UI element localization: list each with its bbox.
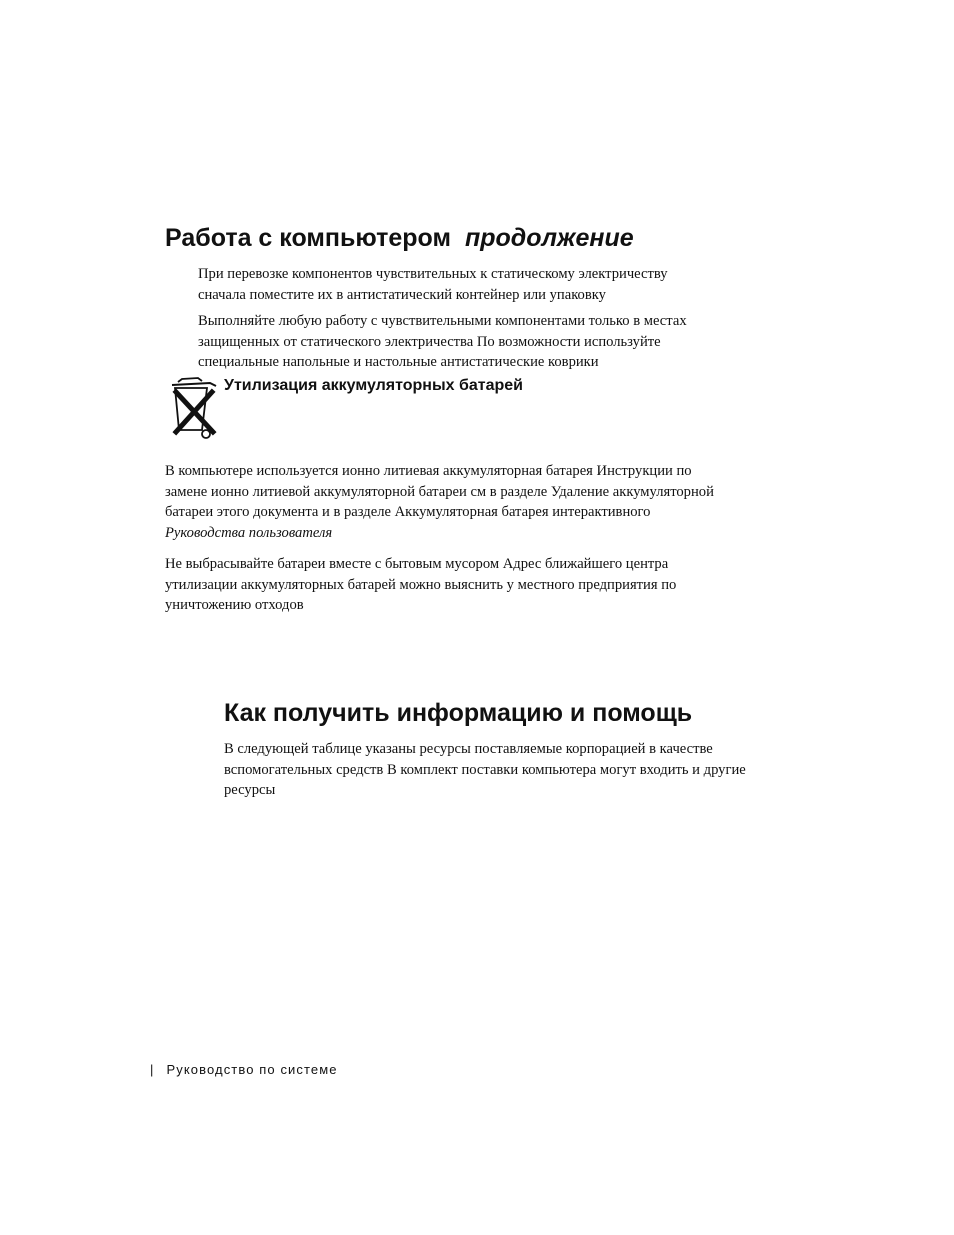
- paragraph-line: ресурсы: [224, 782, 276, 798]
- section-title: [165, 224, 634, 253]
- paragraph-line: специальные напольные и настольные антистатические коврики: [198, 354, 599, 370]
- paragraph-line: уничтожению отходов: [165, 597, 304, 613]
- paragraph-line: В компьютере используется ионно литиевая аккумуляторная батарея Инструкции по: [165, 463, 692, 479]
- help-section-title: Как получить информацию и помощь: [224, 699, 693, 727]
- paragraph-line: замене ионно литиевой аккумуляторной батареи см в разделе Удаление аккумуляторной: [165, 483, 714, 500]
- section-title-text: Работа с компьютером: [165, 224, 451, 252]
- paragraph-line: защищенных от статического электричества По возможности используйте: [198, 333, 661, 350]
- user-guide-title: Руководства пользователя: [165, 524, 333, 541]
- paragraph-line: При перевозке компонентов чувствительных к статическому электричеству: [198, 266, 668, 282]
- paragraph-line: Не выбрасывайте батареи вместе с бытовым мусором Адрес ближайшего центра: [165, 556, 669, 572]
- paragraph-line: сначала поместите их в антистатический контейнер или упаковку: [198, 286, 606, 303]
- footer-text: Руководство по системе: [166, 1062, 338, 1077]
- page-footer: [150, 1062, 338, 1077]
- battery-heading: Утилизация аккумуляторных батарей: [224, 377, 523, 394]
- static-work-paragraph: [198, 311, 687, 373]
- footer-separator: |: [150, 1062, 155, 1077]
- battery-disposal-paragraph: [165, 554, 676, 616]
- battery-info-paragraph: [165, 461, 714, 543]
- paragraph-line: вспомогательных средств В комплект поставки компьютера могут входить и другие: [224, 761, 746, 778]
- paragraph-line: батареи этого документа и в разделе Аккумуляторная батарея интерактивного: [165, 504, 651, 520]
- crossed-bin-icon: [166, 376, 222, 442]
- paragraph-line: утилизации аккумуляторных батарей можно выяснить у местного предприятия по: [165, 576, 677, 593]
- paragraph-line: В следующей таблице указаны ресурсы поставляемые корпорацией в качестве: [224, 741, 713, 757]
- paragraph-line: Выполняйте любую работу с чувствительными компонентами только в местах: [198, 313, 687, 329]
- section-title-continued: продолжение: [464, 224, 634, 252]
- static-transport-paragraph: [198, 264, 668, 305]
- help-intro-paragraph: [224, 739, 746, 801]
